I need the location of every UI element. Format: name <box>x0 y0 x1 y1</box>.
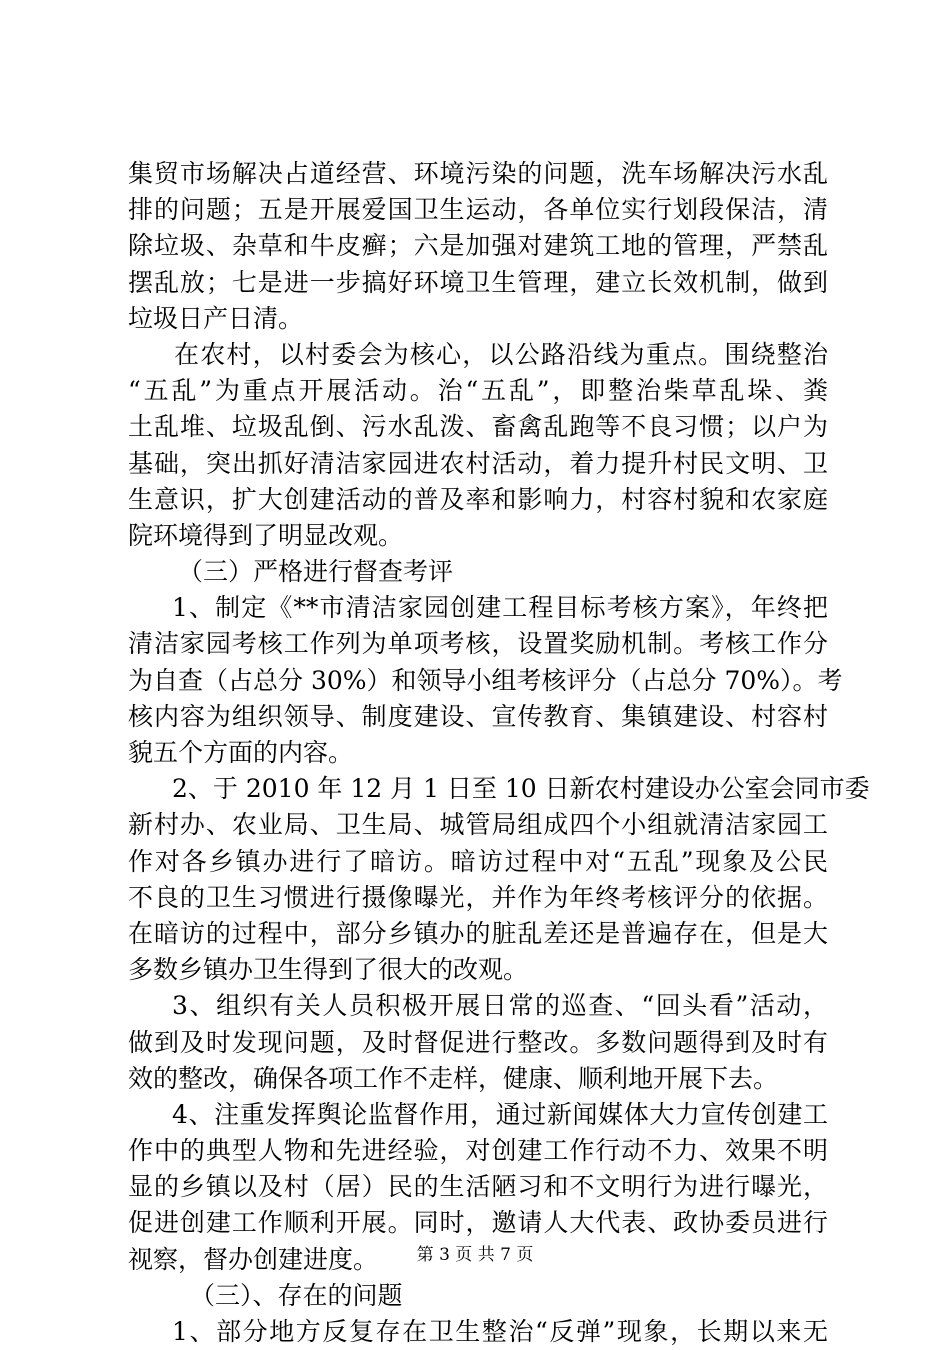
text-line: 作中的典型人物和先进经验，对创建工作行动不力、效果不明 <box>128 1136 828 1166</box>
paragraph-first-line: 2、于 2010 年 12 月 1 日至 10 日新农村建设办公室会同市委 <box>172 774 870 804</box>
text-line: 效的整改，确保各项工作不走样，健康、顺利地开展下去。 <box>128 1063 779 1093</box>
text-line: 作对各乡镇办进行了暗访。暗访过程中对“五乱”现象及公民 <box>128 846 828 876</box>
text-line: 摆乱放；七是进一步搞好环境卫生管理，建立长效机制，做到 <box>128 267 828 297</box>
text-line: 多数乡镇办卫生得到了很大的改观。 <box>128 955 529 985</box>
text-line: 促进创建工作顺利开展。同时，邀请人大代表、政协委员进行 <box>128 1208 828 1238</box>
text-line: 清洁家园考核工作列为单项考核，设置奖励机制。考核工作分 <box>128 629 828 659</box>
text-line: 垃圾日产日清。 <box>128 303 304 333</box>
paragraph-first-line: 3、组织有关人员积极开展日常的巡查、“回头看”活动， <box>172 991 828 1021</box>
text-line: 土乱堆、垃圾乱倒、污水乱泼、畜禽乱跑等不良习惯；以户为 <box>128 412 828 442</box>
text-line: 不良的卫生习惯进行摄像曝光，并作为年终考核评分的依据。 <box>128 882 828 912</box>
paragraph-first-line: 在农村，以村委会为核心，以公路沿线为重点。围绕整治 <box>174 339 828 369</box>
text-line: 生意识，扩大创建活动的普及率和影响力，村容村貌和农家庭 <box>128 484 828 514</box>
text-line: 显的乡镇以及村（居）民的生活陋习和不文明行为进行曝光， <box>128 1172 828 1202</box>
text-line: 为自查（占总分 30%）和领导小组考核评分（占总分 70%）。考 <box>128 665 843 695</box>
text-line: 排的问题；五是开展爱国卫生运动，各单位实行划段保洁，清 <box>128 195 828 225</box>
paragraph-first-line: 1、部分地方反复存在卫生整治“反弹”现象，长期以来无 <box>172 1317 828 1346</box>
paragraph-first-line: 4、注重发挥舆论监督作用，通过新闻媒体大力宣传创建工 <box>172 1099 828 1129</box>
text-line: 核内容为组织领导、制度建设、宣传教育、集镇建设、村容村 <box>128 701 828 731</box>
text-line: 集贸市场解决占道经营、环境污染的问题，洗车场解决污水乱 <box>128 159 828 188</box>
text-line: 貌五个方面的内容。 <box>128 738 354 767</box>
text-line: “五乱”为重点开展活动。治“五乱”，即整治柴草乱垛、粪 <box>128 376 828 406</box>
section-heading: （三）严格进行督查考评 <box>178 557 454 587</box>
section-heading: （三）、存在的问题 <box>190 1280 403 1310</box>
text-line: 院环境得到了明显改观。 <box>128 520 404 550</box>
text-line: 新村办、农业局、卫生局、城管局组成四个小组就清洁家园工 <box>128 810 828 840</box>
page-footer: 第 3 页 共 7 页 <box>416 1245 534 1265</box>
text-line: 除垃圾、杂草和牛皮癣；六是加强对建筑工地的管理，严禁乱 <box>128 231 828 261</box>
text-line: 视察，督办创建进度。 <box>128 1244 379 1274</box>
text-line: 在暗访的过程中，部分乡镇办的脏乱差还是普遍存在，但是大 <box>128 918 828 948</box>
body-text <box>128 156 870 1350</box>
text-line: 做到及时发现问题，及时督促进行整改。多数问题得到及时有 <box>128 1027 828 1057</box>
paragraph-first-line: 1、制定《**市清洁家园创建工程目标考核方案》，年终把 <box>172 593 828 623</box>
text-line: 基础，突出抓好清洁家园进农村活动，着力提升村民文明、卫 <box>128 448 828 478</box>
